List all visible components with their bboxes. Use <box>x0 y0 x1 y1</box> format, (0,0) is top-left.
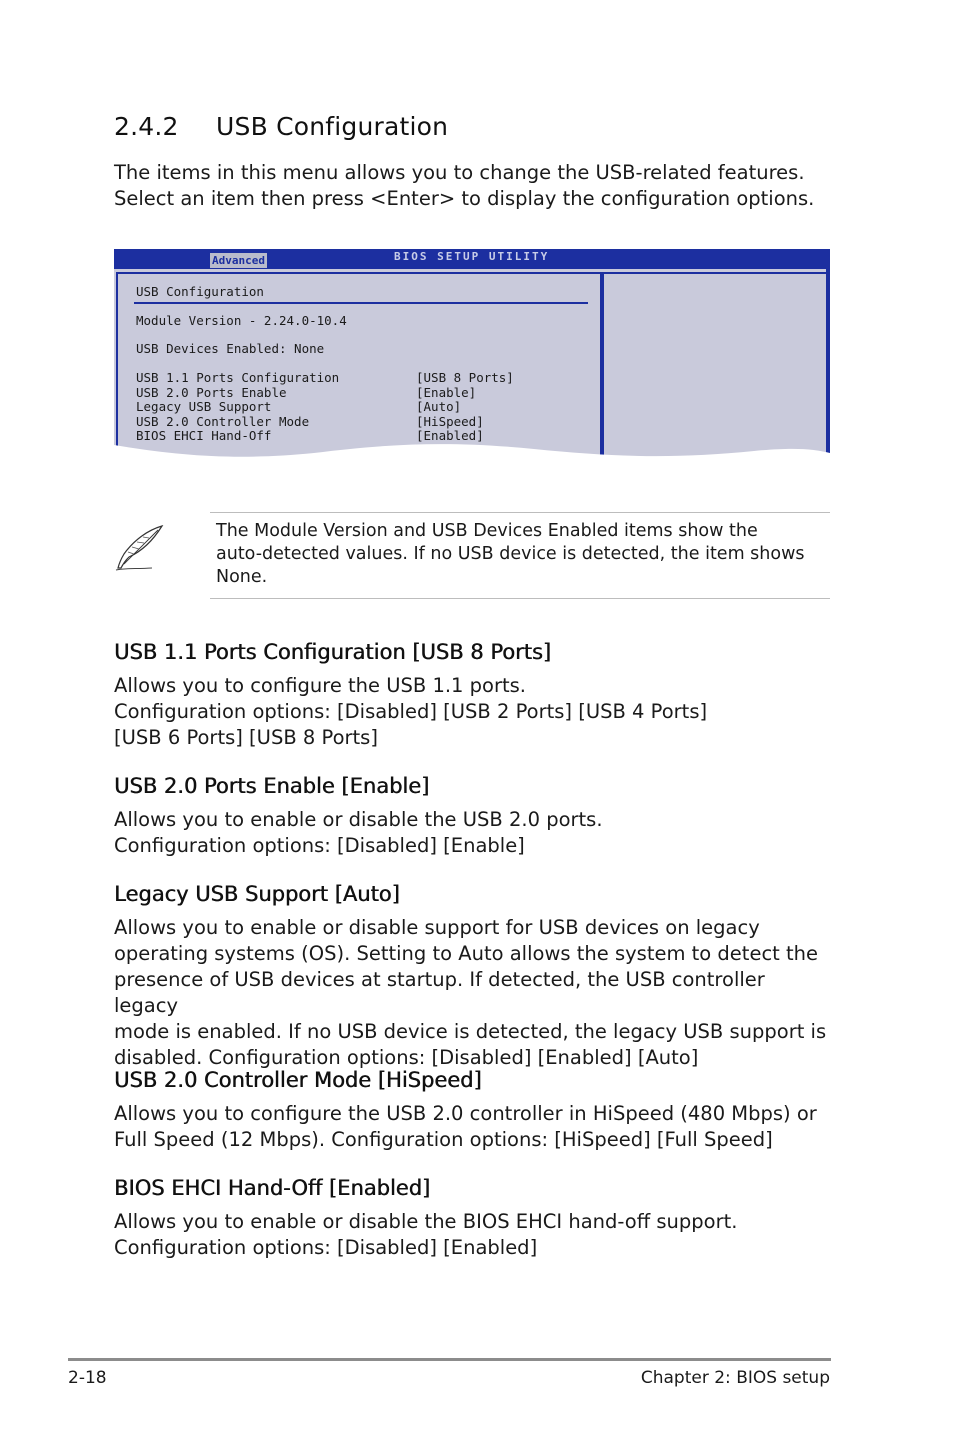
setting-line: Configuration options: [Disabled] [USB 2 Ports] [USB 4 Ports] <box>114 700 708 723</box>
note-line: None. <box>216 567 268 587</box>
bios-divider <box>134 302 588 304</box>
setting-body-controller-mode <box>114 1101 834 1153</box>
section-title <box>114 112 448 141</box>
section-title-text: USB Configuration <box>216 112 449 141</box>
intro-paragraph <box>114 160 854 212</box>
note-line: auto-detected values. If no USB device is detected, the item shows <box>216 544 805 564</box>
bios-heading: USB Configuration <box>136 284 264 299</box>
bios-item-label: BIOS EHCI Hand-Off <box>136 428 272 443</box>
setting-line: Allows you to enable or disable the BIOS EHCI hand-off support. <box>114 1210 738 1233</box>
note-line: The Module Version and USB Devices Enabled items show the <box>216 521 758 541</box>
bios-item-value: [Enable] <box>416 384 477 400</box>
setting-line: mode is enabled. If no USB device is detected, the legacy USB support is <box>114 1020 827 1043</box>
setting-body-usb11 <box>114 673 834 751</box>
note-rule-bottom <box>210 598 830 599</box>
bios-item-controller-mode <box>136 414 576 429</box>
chapter-label: Chapter 2: BIOS setup <box>640 1368 830 1388</box>
bios-item-value: [USB 8 Ports] <box>416 370 514 385</box>
bios-item-label: USB 1.1 Ports Configuration <box>136 370 340 385</box>
bios-item-usb20-enable <box>136 385 576 400</box>
setting-line: presence of USB devices at startup. If detected, the USB controller legacy <box>114 968 765 1017</box>
bios-item-label: Legacy USB Support <box>136 399 272 414</box>
bios-screenshot <box>114 249 830 471</box>
bios-item-value: [Auto] <box>416 399 462 414</box>
setting-heading-usb20-enable: USB 2.0 Ports Enable [Enable] <box>114 774 430 798</box>
setting-body-legacy-usb <box>114 915 834 1071</box>
torn-edge <box>114 441 830 471</box>
setting-line: Configuration options: [Disabled] [Enable] <box>114 834 525 857</box>
note-rule-top <box>210 512 830 513</box>
setting-heading-ehci-handoff: BIOS EHCI Hand-Off [Enabled] <box>114 1176 431 1200</box>
bios-devices-enabled: USB Devices Enabled: None <box>136 341 325 356</box>
footer-rule <box>68 1358 831 1361</box>
bios-module-version: Module Version - 2.24.0-10.4 <box>136 313 347 328</box>
setting-line: disabled. Configuration options: [Disabled] [Enabled] [Auto] <box>114 1046 699 1069</box>
setting-line: Full Speed (12 Mbps). Configuration options: [HiSpeed] [Full Speed] <box>114 1128 773 1151</box>
bios-item-label: USB 2.0 Ports Enable <box>136 384 287 400</box>
setting-line: Configuration options: [Disabled] [Enabled] <box>114 1236 538 1259</box>
setting-heading-usb11: USB 1.1 Ports Configuration [USB 8 Ports] <box>114 640 551 664</box>
setting-line: Allows you to enable or disable support for USB devices on legacy <box>114 916 760 939</box>
bios-item-value: [HiSpeed] <box>416 413 484 429</box>
bios-item-value: [Enabled] <box>416 428 484 443</box>
setting-heading-legacy-usb: Legacy USB Support [Auto] <box>114 882 400 906</box>
intro-line: Select an item then press <Enter> to display the configuration options. <box>114 187 815 210</box>
bios-title: BIOS SETUP UTILITY <box>394 250 550 263</box>
setting-body-usb20-enable <box>114 807 834 859</box>
setting-line: [USB 6 Ports] [USB 8 Ports] <box>114 726 378 749</box>
feather-pen-icon <box>112 524 168 574</box>
bios-title-bar <box>114 249 830 269</box>
setting-heading-controller-mode: USB 2.0 Controller Mode [HiSpeed] <box>114 1068 482 1092</box>
page-number: 2-18 <box>68 1368 107 1388</box>
note-text <box>216 520 824 589</box>
setting-line: Allows you to configure the USB 1.1 ports. <box>114 674 526 697</box>
setting-line: Allows you to enable or disable the USB 2.0 ports. <box>114 808 603 831</box>
bios-item-usb11-ports <box>136 370 576 385</box>
setting-line: operating systems (OS). Setting to Auto allows the system to detect the <box>114 942 819 965</box>
bios-item-label: USB 2.0 Controller Mode <box>136 413 310 429</box>
intro-line: The items in this menu allows you to change the USB-related features. <box>114 161 805 184</box>
section-number: 2.4.2 <box>114 112 179 141</box>
setting-line: Allows you to configure the USB 2.0 controller in HiSpeed (480 Mbps) or <box>114 1102 817 1125</box>
setting-body-ehci-handoff <box>114 1209 834 1261</box>
bios-tab-advanced: Advanced <box>212 254 265 267</box>
bios-item-legacy-usb <box>136 399 576 414</box>
